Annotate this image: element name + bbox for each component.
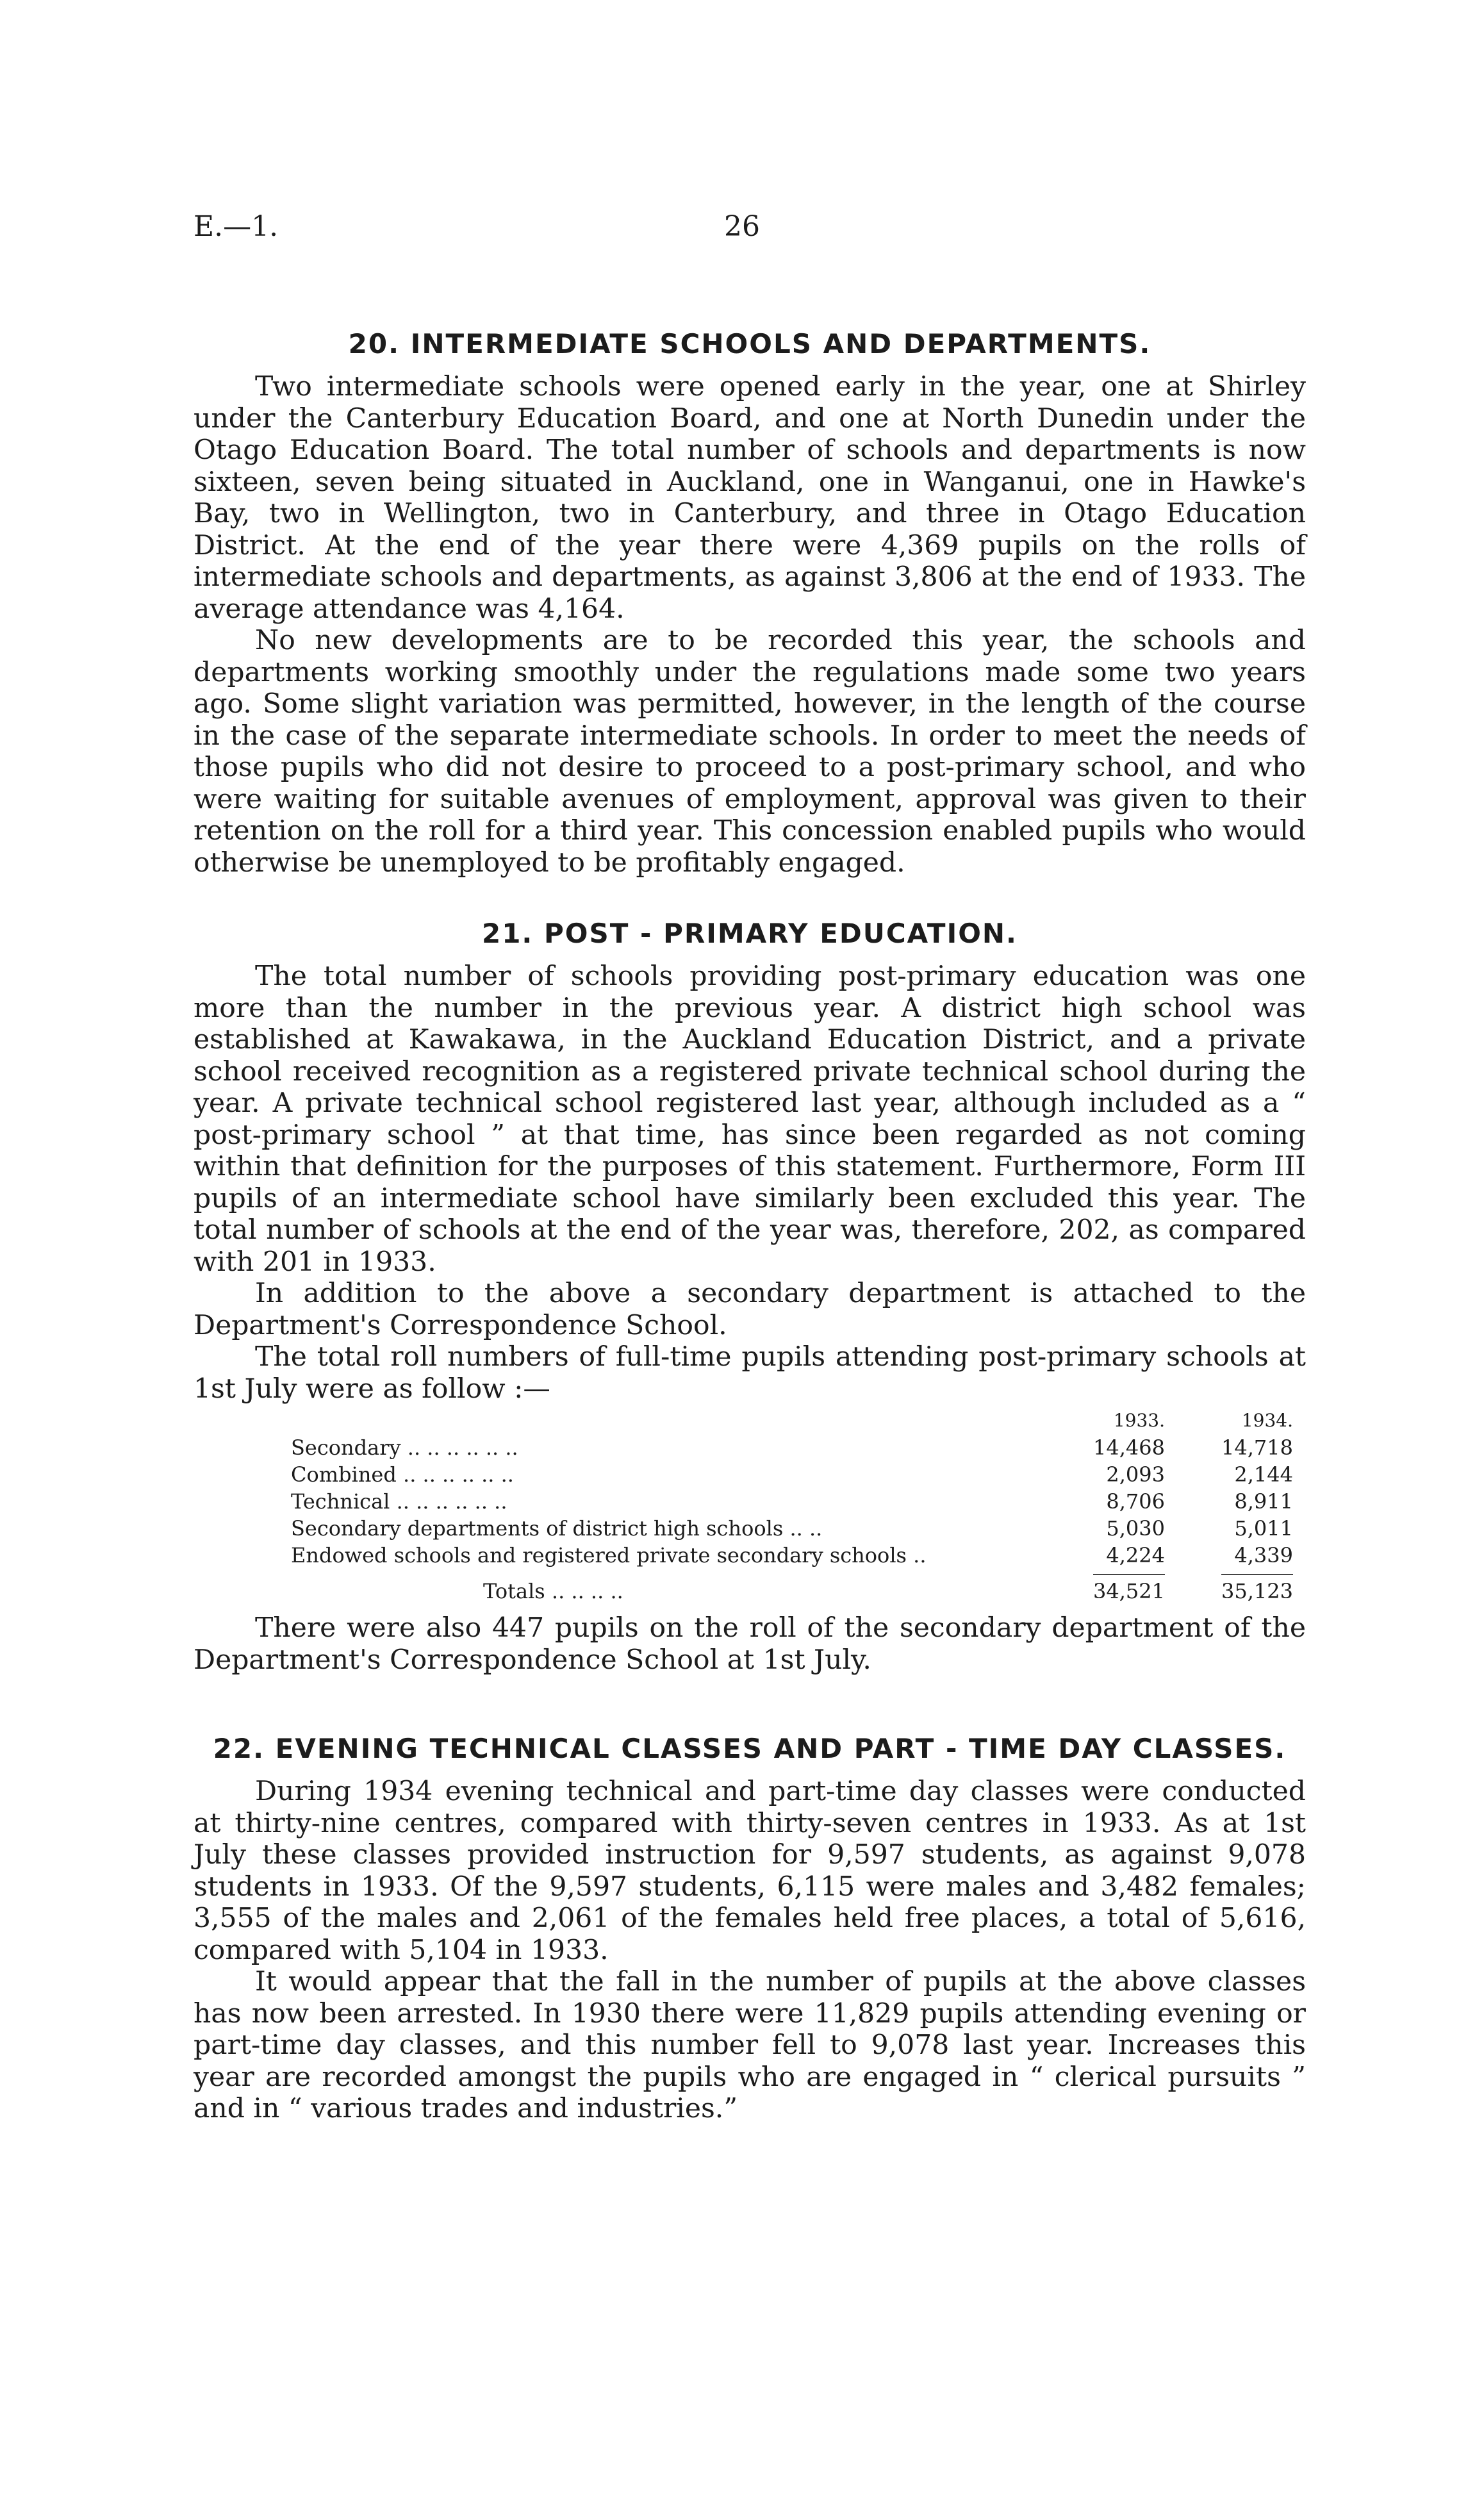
section-evening-technical-classes bbox=[194, 1733, 1306, 2125]
paragraph: It would appear that the fall in the number of pupils at the above classes has now been arrested. In 1930 there were 11,829 pupils attending evening or part-time day classes, and this number fell to 9,078 last year. Increases this year are recorded amongst the pupils who are engaged in “ clerical pursuits ” and in “ various trades and industries.” bbox=[194, 1966, 1306, 2124]
row-label: Secondary .. .. .. .. .. .. bbox=[291, 1435, 518, 1460]
value-1934: 14,718 bbox=[1221, 1435, 1293, 1460]
value-1934: 5,011 bbox=[1234, 1516, 1293, 1541]
value-1934: 4,339 bbox=[1234, 1543, 1293, 1567]
row-label: Secondary departments of district high schools .. .. bbox=[291, 1516, 823, 1541]
total-label: Totals .. .. .. .. bbox=[483, 1579, 623, 1603]
value-1933: 8,706 bbox=[1106, 1489, 1165, 1514]
row-label: Combined .. .. .. .. .. .. bbox=[291, 1462, 514, 1487]
row-label: Technical .. .. .. .. .. .. bbox=[291, 1489, 507, 1514]
section-intermediate-schools bbox=[194, 328, 1306, 879]
section-heading: 22. EVENING TECHNICAL CLASSES AND PART - TIME DAY CLASSES. bbox=[213, 1733, 1287, 1764]
column-header-1933: 1933. bbox=[1113, 1410, 1165, 1431]
total-1934: 35,123 bbox=[1221, 1579, 1293, 1603]
table-row bbox=[291, 1434, 1293, 1461]
value-1933: 2,093 bbox=[1106, 1462, 1165, 1487]
column-header-1934: 1934. bbox=[1241, 1410, 1293, 1431]
paragraph: The total roll numbers of full-time pupils attending post-primary schools at 1st July were as follow :— bbox=[194, 1341, 1306, 1405]
value-1934: 2,144 bbox=[1234, 1462, 1293, 1487]
section-heading: 20. INTERMEDIATE SCHOOLS AND DEPARTMENTS. bbox=[348, 328, 1151, 360]
section-post-primary-education bbox=[194, 918, 1306, 1676]
page-number: 26 bbox=[724, 210, 760, 243]
table-row bbox=[291, 1542, 1293, 1569]
paragraph: Two intermediate schools were opened early in the year, one at Shirley under the Canterbury Education Board, and one at North Dunedin under the Otago Education Board. The total number of schools and departments is now sixteen, seven being situated in Auckland, one in Wanganui, one in Hawke's Bay, two in Wellington, two in Canterbury, and three in Otago Education District. At the end of the year there were 4,369 pupils on the rolls of intermediate schools and departments, as against 3,806 at the end of 1933. The average attendance was 4,164. bbox=[194, 371, 1306, 625]
row-label: Endowed schools and registered private secondary schools .. bbox=[291, 1543, 927, 1567]
table-total-row bbox=[291, 1578, 1293, 1605]
section-heading: 21. POST - PRIMARY EDUCATION. bbox=[481, 918, 1018, 949]
paragraph: In addition to the above a secondary department is attached to the Department's Correspondence School. bbox=[194, 1278, 1306, 1341]
table-row bbox=[291, 1461, 1293, 1488]
value-1933: 4,224 bbox=[1106, 1543, 1165, 1567]
total-1933: 34,521 bbox=[1093, 1579, 1165, 1603]
table-header-row bbox=[291, 1407, 1293, 1434]
paragraph: During 1934 evening technical and part-time day classes were conducted at thirty-nine centres, compared with thirty-seven centres in 1933. As at 1st July these classes provided instruction for 9,597 students, as against 9,078 students in 1933. Of the 9,597 students, 6,115 were males and 3,482 females; 3,555 of the males and 2,061 of the females held free places, a total of 5,616, compared with 5,104 in 1933. bbox=[194, 1776, 1306, 1966]
document-reference: E.—1. bbox=[194, 210, 279, 243]
total-rule bbox=[291, 1569, 1293, 1578]
table-row bbox=[291, 1515, 1293, 1542]
value-1933: 5,030 bbox=[1106, 1516, 1165, 1541]
value-1934: 8,911 bbox=[1234, 1489, 1293, 1514]
value-1933: 14,468 bbox=[1093, 1435, 1165, 1460]
paragraph: No new developments are to be recorded this year, the schools and departments working smoothly under the regulations made some two years ago. Some slight variation was permitted, however, in the length of the course in the case of the separate intermediate schools. In order to meet the needs of those pupils who did not desire to proceed to a post-primary school, and who were waiting for suitable avenues of employment, approval was given to their retention on the roll for a third year. This concession enabled pupils who would otherwise be unemployed to be profitably engaged. bbox=[194, 625, 1306, 879]
table-row bbox=[291, 1488, 1293, 1515]
roll-numbers-table bbox=[194, 1407, 1306, 1605]
paragraph: The total number of schools providing post-primary education was one more than the number in the previous year. A district high school was established at Kawakawa, in the Auckland Education District, and a private school received recognition as a registered private technical school during the year. A private technical school registered last year, although included as a “ post-primary school ” at that time, has since been regarded as not coming within that definition for the purposes of this statement. Furthermore, Form III pupils of an intermediate school have similarly been excluded this year. The total number of schools at the end of the year was, therefore, 202, as compared with 201 in 1933. bbox=[194, 961, 1306, 1278]
paragraph: There were also 447 pupils on the roll of the secondary department of the Department's Correspondence School at 1st July. bbox=[194, 1612, 1306, 1676]
